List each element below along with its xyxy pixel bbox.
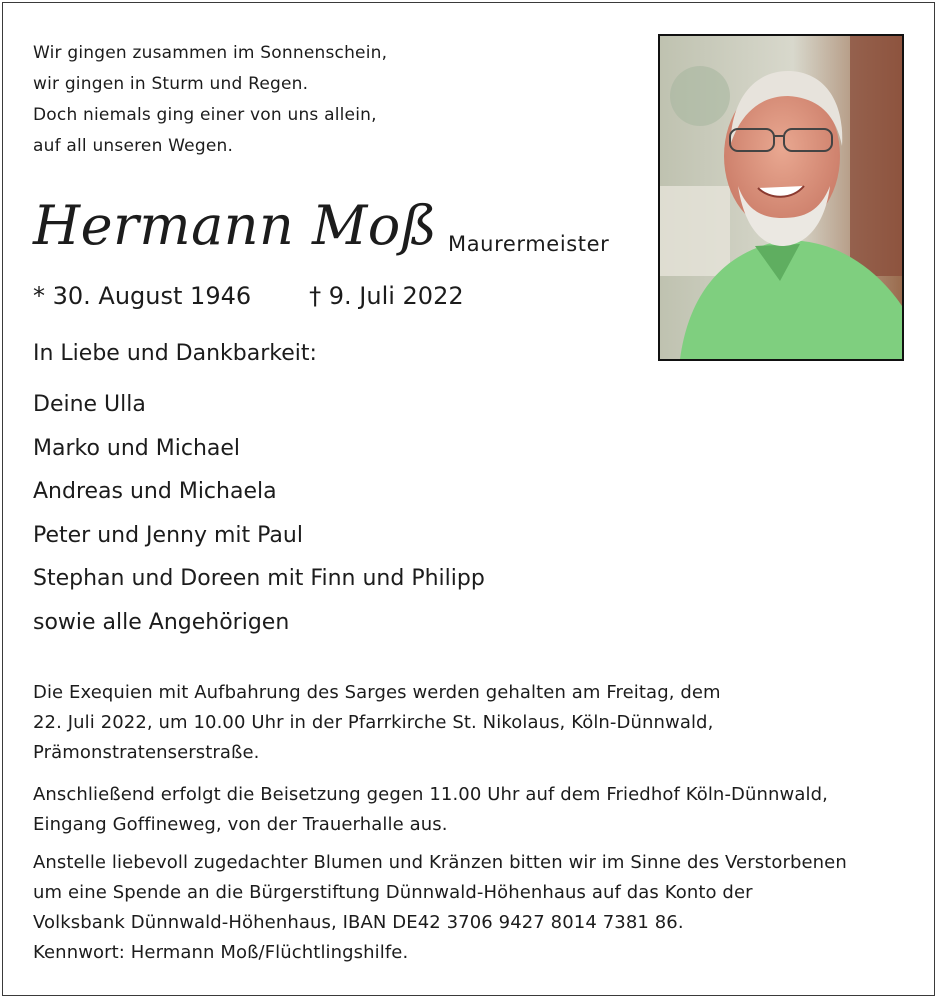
mourner-entry: Andreas und Michaela: [33, 479, 277, 504]
exequies-line: Die Exequien mit Aufbahrung des Sarges werden gehalten am Freitag, dem: [33, 682, 721, 703]
mourners-list: [33, 383, 485, 644]
life-dates: [33, 278, 464, 314]
mourner-entry: Peter und Jenny mit Paul: [33, 522, 303, 548]
exequies-info: [33, 678, 913, 768]
burial-line: Eingang Goffineweg, von der Trauerhalle aus.: [33, 814, 448, 835]
exequies-line: Prämonstratenserstraße.: [33, 742, 260, 763]
poem-line: Doch niemals ging einer von uns allein,: [33, 105, 377, 125]
donation-info: [33, 848, 913, 968]
donation-line: Anstelle liebevoll zugedachter Blumen und Kränzen bitten wir im Sinne des Verstorbenen: [33, 852, 847, 873]
burial-line: Anschließend erfolgt die Beisetzung gegen 11.00 Uhr auf dem Friedhof Köln-Dünnwald,: [33, 784, 828, 805]
dedication-line: In Liebe und Dankbarkeit:: [33, 341, 317, 366]
poem-line: auf all unseren Wegen.: [33, 136, 234, 156]
deceased-name: Hermann Moß: [33, 194, 438, 257]
mourner-entry: Stephan und Doreen mit Finn und Philipp: [33, 566, 485, 591]
donation-line: Kennwort: Hermann Moß/Flüchtlingshilfe.: [33, 942, 409, 963]
exequies-line: 22. Juli 2022, um 10.00 Uhr in der Pfarrkirche St. Nikolaus, Köln-Dünnwald,: [33, 712, 714, 733]
mourner-entry: sowie alle Angehörigen: [33, 609, 290, 635]
donation-line: Volksbank Dünnwald-Höhenhaus, IBAN DE42 3706 9427 8014 7381 86.: [33, 912, 684, 933]
poem-line: wir gingen in Sturm und Regen.: [33, 74, 309, 94]
birth-date: * 30. August 1946: [33, 282, 252, 310]
mourner-entry: Deine Ulla: [33, 392, 146, 417]
burial-info: [33, 780, 913, 840]
death-date: † 9. Juli 2022: [309, 282, 464, 310]
poem-line: Wir gingen zusammen im Sonnenschein,: [33, 43, 388, 63]
portrait-photo: [658, 34, 904, 361]
deceased-profession: Maurermeister: [448, 232, 610, 256]
portrait-illustration: [660, 36, 902, 359]
mourner-entry: Marko und Michael: [33, 435, 241, 461]
poem: [33, 38, 387, 162]
donation-line: um eine Spende an die Bürgerstiftung Dünnwald-Höhenhaus auf das Konto der: [33, 882, 753, 903]
